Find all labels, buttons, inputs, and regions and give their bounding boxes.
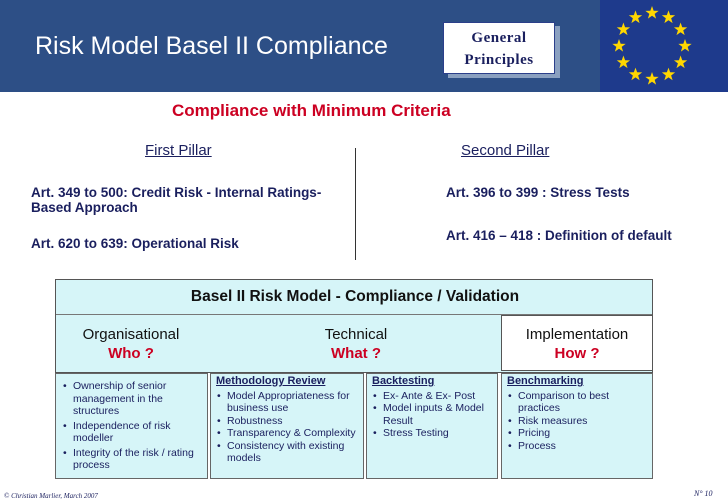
validation-title: Basel II Risk Model - Compliance / Validation xyxy=(190,288,520,305)
eu-star-icon xyxy=(645,6,658,19)
page-title: Risk Model Basel II Compliance xyxy=(35,32,388,60)
pillar-divider xyxy=(355,148,356,260)
header-bar xyxy=(0,0,728,92)
list-item: • Model inputs & Model Result xyxy=(372,402,493,427)
eu-star-icon xyxy=(674,56,687,69)
list-item: • Integrity of the risk / rating process xyxy=(62,447,203,472)
technical-header xyxy=(206,325,506,363)
backtesting-title: Backtesting xyxy=(372,375,435,387)
methodology-panel xyxy=(210,373,364,479)
eu-star-icon xyxy=(678,39,691,52)
eu-star-icon xyxy=(617,56,630,69)
copyright-text: © Christian Marlier, March 2007 xyxy=(4,492,98,500)
second-pillar-art-2: Art. 416 – 418 : Definition of default xyxy=(446,228,672,243)
backtesting-panel xyxy=(366,373,498,479)
technical-sub: What ? xyxy=(331,345,381,362)
list-item: • Consistency with existing models xyxy=(216,440,359,465)
organisational-header xyxy=(56,325,206,363)
eu-star-icon xyxy=(662,68,675,81)
list-item: • Independence of risk modeller xyxy=(62,420,203,445)
eu-star-icon xyxy=(674,23,687,36)
technical-label: Technical xyxy=(324,326,388,343)
list-item: • Transparency & Complexity xyxy=(216,427,359,440)
list-item: • Stress Testing xyxy=(372,427,493,440)
list-item: • Ex- Ante & Ex- Post xyxy=(372,390,493,403)
first-pillar-art-1: Art. 349 to 500: Credit Risk - Internal Ratings-Based Approach xyxy=(31,185,322,215)
benchmarking-panel xyxy=(501,373,653,479)
page-number: N° 10 xyxy=(694,489,713,498)
first-pillar-art-2: Art. 620 to 639: Operational Risk xyxy=(31,236,239,251)
eu-star-icon xyxy=(629,10,642,23)
badge-line-2: Principles xyxy=(464,52,534,68)
eu-star-icon xyxy=(617,23,630,36)
list-item: • Model Appropriateness for business use xyxy=(216,390,359,415)
second-pillar-label: Second Pillar xyxy=(461,142,550,159)
implementation-header xyxy=(502,325,652,363)
methodology-title: Methodology Review xyxy=(216,375,326,387)
organisational-label: Organisational xyxy=(82,326,180,343)
general-principles-badge xyxy=(443,22,555,74)
implementation-label: Implementation xyxy=(525,326,629,343)
list-item: • Process xyxy=(507,440,648,453)
eu-flag-svg xyxy=(600,0,728,92)
badge-line-1: General xyxy=(471,30,527,46)
eu-flag-icon xyxy=(600,0,728,92)
eu-star-icon xyxy=(645,72,658,85)
first-pillar-label: First Pillar xyxy=(145,142,212,159)
list-item: • Pricing xyxy=(507,427,648,440)
list-item: • Ownership of senior management in the structures xyxy=(62,380,203,418)
list-item: • Risk measures xyxy=(507,415,648,428)
compliance-heading: Compliance with Minimum Criteria xyxy=(172,101,451,120)
implementation-sub: How ? xyxy=(554,345,600,362)
list-item: • Comparison to best practices xyxy=(507,390,648,415)
eu-star-icon xyxy=(612,39,625,52)
list-item: • Robustness xyxy=(216,415,359,428)
benchmarking-title: Benchmarking xyxy=(507,375,584,387)
organisational-panel xyxy=(55,373,208,479)
eu-star-icon xyxy=(662,10,675,23)
eu-star-icon xyxy=(629,68,642,81)
implementation-box xyxy=(501,315,653,371)
second-pillar-art-1: Art. 396 to 399 : Stress Tests xyxy=(446,185,630,200)
organisational-sub: Who ? xyxy=(108,345,154,362)
